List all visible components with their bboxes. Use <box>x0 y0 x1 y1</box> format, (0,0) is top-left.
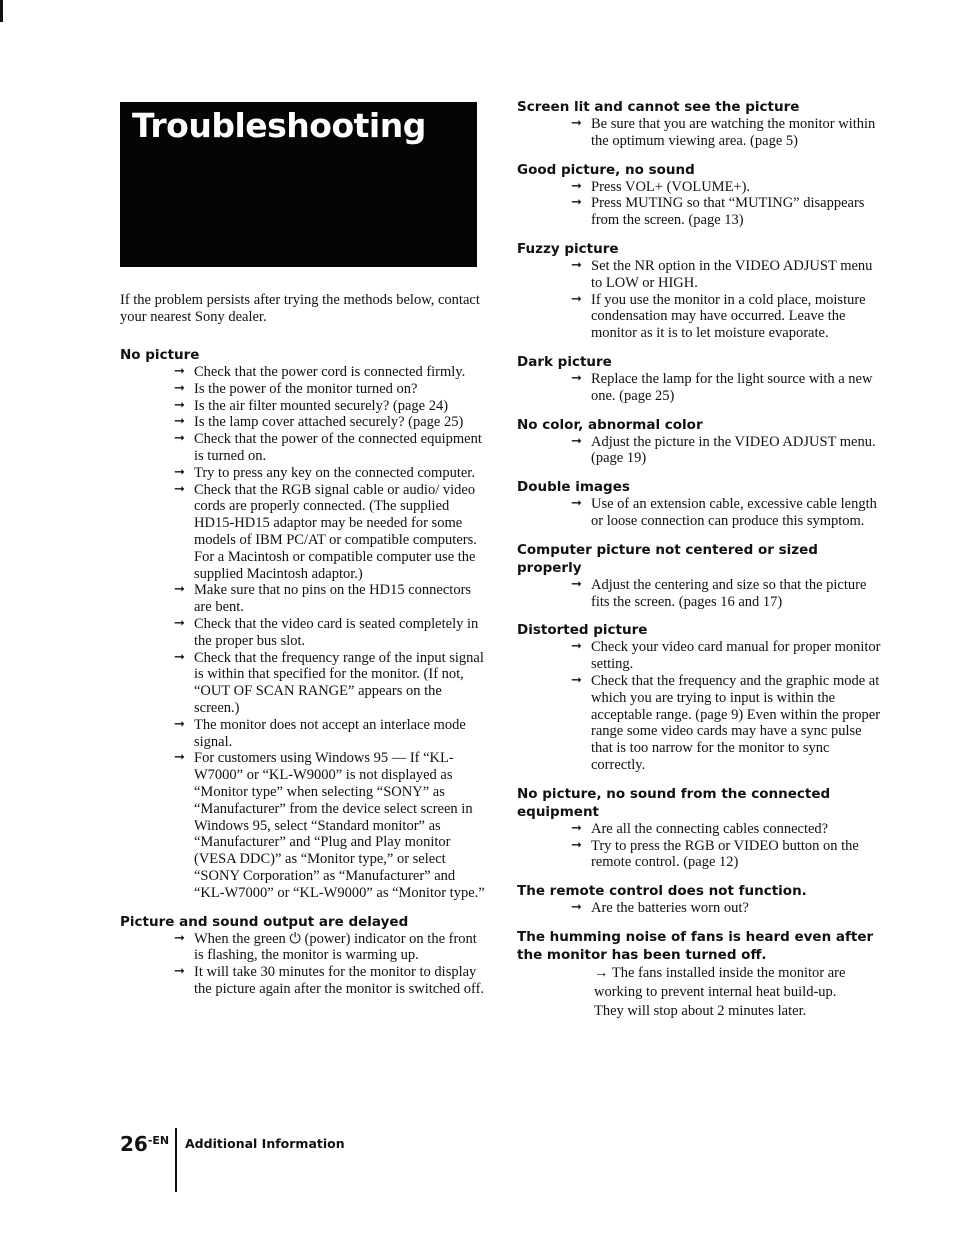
remedy-text: If you use the monitor in a cold place, moisture condensation may have occurred. Leave the monitor as it is to let moisture evaporate. <box>591 291 866 342</box>
arrow-icon: ➞ <box>571 370 582 386</box>
remedy-text: Check that the power cord is connected firmly. <box>194 364 466 380</box>
remedy-text: Are all the connecting cables connected? <box>591 820 829 837</box>
troubleshooting-section <box>517 98 882 150</box>
right-sections <box>517 98 882 917</box>
troubleshooting-section <box>517 240 882 342</box>
remedy-list <box>517 639 882 773</box>
remedy-text: Check your video card manual for proper monitor setting. <box>591 639 881 673</box>
remedy-item <box>174 717 485 751</box>
arrow-icon: ➞ <box>174 364 185 379</box>
page-title: Troubleshooting <box>132 106 426 145</box>
remedy-text: Is the air filter mounted securely? (page 24) <box>194 397 449 414</box>
arrow-icon: ➞ <box>174 582 185 598</box>
page-number-value: 26 <box>120 1132 148 1156</box>
arrow-icon: ➞ <box>174 615 185 631</box>
remedy-item <box>174 381 485 398</box>
left-column <box>120 292 485 1009</box>
remedy-list <box>120 931 485 998</box>
arrow-icon: ➞ <box>174 649 185 665</box>
footer-section-label: Additional Information <box>185 1136 345 1151</box>
remedy-text: Replace the lamp for the light source with a new one. (page 25) <box>591 370 873 404</box>
remedy-list <box>517 434 882 468</box>
remedy-text: Check that the video card is seated completely in the proper bus slot. <box>194 615 479 649</box>
left-sections <box>120 346 485 998</box>
remedy-text: Adjust the centering and size so that the picture fits the screen. (pages 16 and 17) <box>591 576 867 610</box>
arrow-icon: ➞ <box>571 195 582 211</box>
remedy-item <box>174 750 485 901</box>
troubleshooting-section <box>517 161 882 229</box>
remedy-item <box>174 650 485 717</box>
troubleshooting-section <box>517 541 882 611</box>
section-heading: Distorted picture <box>517 622 648 639</box>
remedy-item <box>174 582 485 616</box>
remedy-text: Are the batteries worn out? <box>591 900 749 917</box>
section-heading: Picture and sound output are delayed <box>120 913 409 930</box>
remedy-text: Make sure that no pins on the HD15 connectors are bent. <box>194 582 472 616</box>
remedy-item <box>571 179 882 196</box>
remedy-item <box>174 364 485 381</box>
title-block <box>120 102 477 267</box>
troubleshooting-section <box>120 346 485 902</box>
right-column <box>517 98 882 1032</box>
troubleshooting-section <box>517 416 882 468</box>
fan-line-2: working to prevent internal heat build-up. <box>594 983 837 1000</box>
arrow-icon: ➞ <box>174 464 185 480</box>
remedy-item <box>174 931 485 965</box>
page-number <box>120 1132 169 1156</box>
footer-divider <box>175 1128 177 1192</box>
remedy-item <box>174 465 485 482</box>
arrow-icon: ➞ <box>571 900 582 916</box>
fan-section <box>517 928 882 1021</box>
section-heading: The remote control does not function. <box>517 883 807 900</box>
remedy-item <box>174 414 485 431</box>
section-heading: Screen lit and cannot see the picture <box>517 99 800 115</box>
arrow-icon: ➞ <box>571 178 582 194</box>
remedy-item <box>571 258 882 292</box>
remedy-text: Is the power of the monitor turned on? <box>194 380 418 397</box>
arrow-icon: ➞ <box>571 820 582 836</box>
remedy-text: Check that the frequency range of the input signal is within that specified for the monitor. (If not, “OUT OF SCAN RANGE” appears on the screen.) <box>194 649 484 716</box>
intro-text: If the problem persists after trying the methods below, contact your nearest Sony dealer. <box>120 292 480 325</box>
remedy-text: Is the lamp cover attached securely? (page 25) <box>194 414 464 431</box>
remedy-list <box>517 179 882 229</box>
margin-mark <box>0 0 3 22</box>
arrow-icon: ➞ <box>174 750 185 766</box>
troubleshooting-section <box>517 353 882 405</box>
remedy-item <box>571 116 882 150</box>
remedy-item <box>174 964 485 998</box>
section-heading: Double images <box>517 479 630 496</box>
remedy-list <box>517 371 882 405</box>
arrow-icon: ➞ <box>571 639 582 655</box>
troubleshooting-section <box>517 882 882 917</box>
remedy-text: Check that the frequency and the graphic mode at which you are trying to input is within the acceptable range. (page 9) Even within the proper range some video cards may have a sync pulse that is too narrow for the monitor to sync correctly. <box>591 672 881 773</box>
remedy-text: Press MUTING so that “MUTING” disappears from the screen. (page 13) <box>591 195 865 229</box>
remedy-text: It will take 30 minutes for the monitor to display the picture again after the monitor is switched off. <box>194 964 485 997</box>
remedy-text: Check that the power of the connected equipment is turned on. <box>194 431 482 464</box>
remedy-list <box>517 900 882 917</box>
arrow-icon: ➞ <box>571 116 582 131</box>
fan-line-3: They will stop about 2 minutes later. <box>594 1002 807 1019</box>
page-number-suffix: -EN <box>147 1134 170 1147</box>
remedy-item <box>174 431 485 465</box>
remedy-item <box>571 371 882 405</box>
remedy-text: Adjust the picture in the VIDEO ADJUST menu. (page 19) <box>591 433 876 467</box>
arrow-icon: ➞ <box>174 964 185 980</box>
arrow-icon: ➞ <box>174 481 185 497</box>
arrow-icon: ➞ <box>571 257 582 273</box>
troubleshooting-section <box>517 785 882 871</box>
arrow-icon: ➞ <box>174 431 185 447</box>
remedy-text: Check that the RGB signal cable or audio/ video cords are properly connected. (The supplied HD15-HD15 adaptor may be needed for some models of IBM PC/AT or compatible computers. For a Macintosh or compatible computer use the supplied Macintosh adaptor.) <box>194 481 477 582</box>
remedy-item <box>571 900 882 917</box>
remedy-text: Try to press the RGB or VIDEO button on the remote control. (page 12) <box>591 837 859 871</box>
remedy-text: Use of an extension cable, excessive cable length or loose connection can produce this symptom. <box>591 496 877 529</box>
arrow-icon: ➞ <box>571 672 582 688</box>
section-heading: Computer picture not centered or sized properly <box>517 541 818 576</box>
arrow-icon: ➞ <box>571 837 582 853</box>
remedy-item <box>571 821 882 838</box>
remedy-list <box>517 496 882 530</box>
remedy-text: Press VOL+ (VOLUME+). <box>591 178 751 195</box>
troubleshooting-section <box>517 621 882 773</box>
section-heading: Dark picture <box>517 353 612 370</box>
remedy-item <box>571 195 882 229</box>
fan-line-1: → The fans installed inside the monitor are <box>594 964 846 981</box>
section-heading: No picture <box>120 347 200 363</box>
remedy-item <box>174 398 485 415</box>
remedy-item <box>571 434 882 468</box>
remedy-item <box>571 838 882 872</box>
arrow-icon: ➞ <box>571 496 582 512</box>
remedy-list <box>517 258 882 342</box>
section-heading: The humming noise of fans is heard even after the monitor has been turned off. <box>517 928 874 963</box>
remedy-item <box>571 292 882 342</box>
arrow-icon: ➞ <box>571 291 582 307</box>
remedy-item <box>571 673 882 774</box>
remedy-item <box>571 577 882 611</box>
section-heading: No color, abnormal color <box>517 416 703 433</box>
remedy-text: Set the NR option in the VIDEO ADJUST menu to LOW or HIGH. <box>591 257 873 291</box>
remedy-list <box>517 821 882 871</box>
remedy-text: For customers using Windows 95 — If “KL-W7000” or “KL-W9000” is not displayed as “Monitor type” when selecting “SONY” as “Manufacturer” from the device select screen in Windows 95, select “Standard monitor” as “Manufacturer” and “Plug and Play monitor (VESA DDC)” as “Monitor type,” or select “SONY Corporation” as “Manufacturer” and “KL-W7000” or “KL-W9000” as “Monitor type.” <box>194 750 485 901</box>
section-heading: No picture, no sound from the connected equipment <box>517 785 831 820</box>
remedy-item <box>571 639 882 673</box>
remedy-text: The monitor does not accept an interlace mode signal. <box>194 716 466 750</box>
remedy-text: When the green ⏻ (power) indicator on the front is flashing, the monitor is warming up. <box>194 930 477 964</box>
arrow-icon: ➞ <box>174 397 185 413</box>
arrow-icon: ➞ <box>571 576 582 592</box>
arrow-icon: ➞ <box>174 380 185 396</box>
remedy-list <box>517 116 882 150</box>
remedy-text: Try to press any key on the connected computer. <box>194 464 475 481</box>
troubleshooting-section <box>517 478 882 530</box>
remedy-item <box>174 616 485 650</box>
section-heading: Good picture, no sound <box>517 161 695 178</box>
remedy-list <box>517 577 882 611</box>
arrow-icon: ➞ <box>174 414 185 430</box>
remedy-item <box>174 482 485 583</box>
remedy-text: Be sure that you are watching the monitor within the optimum viewing area. (page 5) <box>591 116 876 149</box>
section-heading: Fuzzy picture <box>517 240 619 257</box>
remedy-list <box>120 364 485 902</box>
arrow-icon: ➞ <box>174 716 185 732</box>
remedy-item <box>571 496 882 530</box>
arrow-icon: ➞ <box>571 433 582 449</box>
arrow-icon: ➞ <box>174 930 185 946</box>
troubleshooting-section <box>120 913 485 998</box>
